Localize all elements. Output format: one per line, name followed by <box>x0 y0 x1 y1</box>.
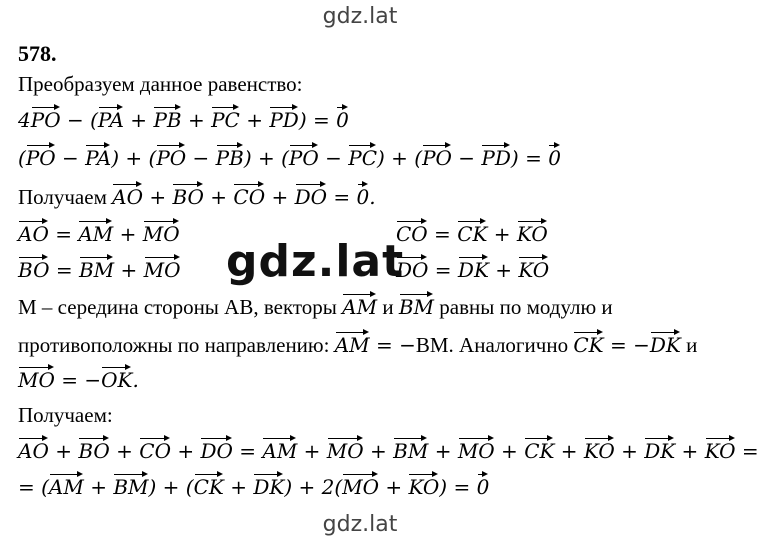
watermark-bottom: gdz.lat <box>322 512 398 537</box>
explanation-line-1: M – середина стороны AB, векторы AM и BM равны по модулю и <box>18 295 613 319</box>
result-heading: Получаем: <box>18 403 113 427</box>
explanation-line-2: противоположны по направлению: AM = −BM. Аналогично CK = −DK и <box>18 333 698 357</box>
equation-1: 4PO − (PA + PB + PC + PD) = 0 <box>18 108 349 132</box>
explanation-line-3: MO = −OK. <box>18 368 139 392</box>
equation-final: = (AM + BM) + (CK + DK) + 2(MO + KO) = 0 <box>18 475 490 499</box>
watermark-center: gdz.lat <box>226 236 405 287</box>
watermark-top: gdz.lat <box>322 4 398 29</box>
equation-2: (PO − PA) + (PO − PB) + (PO − PC) + (PO − PD) = 0 <box>18 146 561 170</box>
equation-ao: AO = AM + MO <box>18 222 180 246</box>
equation-do: DO = DK + KO <box>396 258 550 282</box>
equation-co: CO = CK + KO <box>396 222 548 246</box>
equation-3: Получаем AO + BO + CO + DO = 0. <box>18 185 376 209</box>
intro-text: Преобразуем данное равенство: <box>18 72 303 96</box>
equation-sum: AO + BO + CO + DO = AM + MO + BM + MO + CK + KO + DK + KO = <box>18 439 759 463</box>
task-number: 578. <box>18 41 57 66</box>
equation-bo: BO = BM + MO <box>18 258 181 282</box>
